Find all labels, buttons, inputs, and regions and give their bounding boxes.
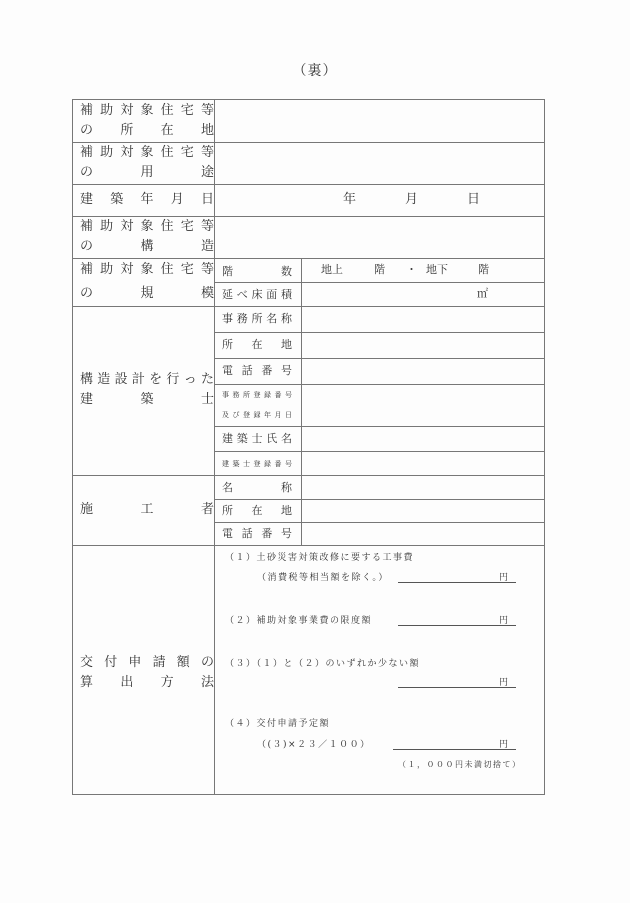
char: 地 — [200, 123, 214, 138]
char: 及 — [222, 411, 229, 419]
label-architect-reg-no — [222, 459, 292, 469]
char: 等 — [200, 219, 214, 234]
calc-item-4-formula: （(３)×２３／１００） — [257, 740, 371, 750]
char: 名 — [281, 432, 292, 445]
above-ground-label: 地上 — [321, 263, 343, 276]
char: 日 — [285, 411, 292, 419]
char: 事 — [222, 312, 233, 325]
char: 構 — [140, 239, 154, 254]
char: 築 — [140, 392, 154, 407]
char: 象 — [140, 103, 154, 118]
char: 氏 — [266, 432, 278, 445]
char: 宅 — [180, 145, 194, 160]
char: 号 — [280, 527, 292, 540]
char: 地 — [281, 504, 292, 517]
char: 在 — [251, 504, 263, 517]
calc-item-1: （１）土砂災害対策改修に要する工事費 — [225, 553, 415, 563]
char: 申 — [128, 655, 142, 670]
char: 所 — [120, 123, 134, 138]
calc-item-3: （３）（１）と（２）のいずれか少ない額 — [225, 659, 421, 669]
char: 所 — [243, 391, 250, 399]
char: 交 — [80, 655, 94, 670]
char: 象 — [140, 145, 154, 160]
char: 法 — [200, 675, 214, 690]
char: 士 — [200, 392, 214, 407]
label-calculation — [80, 653, 214, 693]
char: 所 — [251, 312, 263, 325]
rounding-note: （１，０００円未満切捨て） — [398, 760, 522, 769]
char: 電 — [222, 527, 233, 540]
char: 月 — [170, 192, 184, 207]
label-office-address — [222, 336, 292, 352]
char: 番 — [274, 391, 282, 399]
char: 地 — [281, 338, 292, 351]
char: 建 — [80, 192, 94, 207]
label-location — [80, 101, 214, 141]
char: 等 — [200, 103, 214, 118]
char: 面 — [266, 288, 278, 301]
char: 補 — [80, 219, 94, 234]
label-office-reg-date — [222, 410, 292, 420]
char: 階 — [222, 265, 233, 278]
char: 宅 — [180, 219, 194, 234]
architect-name-input[interactable] — [302, 427, 544, 451]
char: 延 — [222, 288, 233, 301]
label-office-reg-no — [222, 390, 292, 400]
char: 事 — [222, 391, 229, 399]
location-input[interactable] — [215, 100, 544, 142]
char: 務 — [232, 391, 240, 399]
char: 模 — [200, 286, 214, 301]
page-title: （裏） — [292, 63, 338, 79]
char: 号 — [280, 364, 292, 377]
char: 録 — [264, 460, 271, 468]
char: 務 — [236, 312, 248, 325]
char: 宅 — [180, 103, 194, 118]
char: 行 — [166, 372, 180, 387]
char: 住 — [160, 145, 174, 160]
floor-unit: 階 — [374, 263, 385, 276]
yen-unit: 円 — [499, 740, 509, 750]
char: 助 — [100, 145, 114, 160]
char: 話 — [241, 527, 253, 540]
char: 建 — [222, 432, 233, 445]
char: 電 — [222, 364, 233, 377]
char: べ — [236, 288, 248, 301]
char: 号 — [285, 460, 292, 468]
yen-unit: 円 — [499, 573, 509, 583]
char: 造 — [200, 239, 214, 254]
char: 工 — [140, 502, 154, 517]
label-contractor — [80, 500, 214, 520]
char: 番 — [274, 460, 282, 468]
char: 所 — [222, 504, 233, 517]
contractor-address-input[interactable] — [302, 500, 544, 522]
char: 話 — [241, 364, 253, 377]
char: っ — [183, 372, 197, 387]
char: の — [80, 286, 94, 301]
char: 対 — [120, 219, 134, 234]
calc-item-1-note: （消費税等相当額を除く。） — [257, 573, 389, 583]
char: の — [80, 165, 94, 180]
char: 号 — [285, 391, 292, 399]
char: 対 — [120, 103, 134, 118]
label-contractor-name — [222, 479, 292, 495]
label-floors — [222, 263, 292, 279]
char: 額 — [176, 655, 190, 670]
char: 補 — [80, 262, 94, 277]
char: 月 — [274, 411, 282, 419]
char: 設 — [114, 372, 128, 387]
char: 住 — [160, 103, 174, 118]
char: 床 — [251, 288, 263, 301]
month-label: 月 — [405, 192, 419, 207]
label-office-phone — [222, 362, 292, 378]
char: 算 — [80, 675, 94, 690]
char: 請 — [152, 655, 166, 670]
char: 称 — [281, 481, 292, 494]
office-phone-input[interactable] — [302, 359, 544, 384]
char: 番 — [261, 527, 273, 540]
contractor-phone-input[interactable] — [302, 523, 544, 545]
char: 録 — [264, 391, 271, 399]
contractor-name-input[interactable] — [302, 476, 544, 499]
calc-item-2: （２）補助対象事業費の限度額 — [225, 616, 373, 626]
char: 補 — [80, 145, 94, 160]
label-architect-name — [222, 430, 292, 446]
char: 数 — [281, 265, 292, 278]
char: 称 — [281, 312, 292, 325]
char: 在 — [251, 338, 263, 351]
char: 付 — [104, 655, 118, 670]
architect-reg-no-input[interactable] — [302, 452, 544, 475]
char: 対 — [120, 145, 134, 160]
char: 年 — [140, 192, 154, 207]
char: 途 — [200, 165, 214, 180]
char: 番 — [261, 364, 273, 377]
char: 住 — [160, 262, 174, 277]
char: を — [149, 372, 163, 387]
char: 登 — [253, 460, 261, 468]
yen-unit: 円 — [499, 616, 509, 626]
calc-item-4: （４）交付申請予定額 — [225, 719, 331, 729]
char: 構 — [80, 372, 94, 387]
char: 年 — [264, 411, 271, 419]
char: 登 — [253, 391, 261, 399]
label-use — [80, 143, 214, 183]
char: 宅 — [180, 262, 194, 277]
char: 方 — [160, 675, 174, 690]
char: 規 — [140, 286, 154, 301]
char: 築 — [232, 460, 240, 468]
char: 助 — [100, 262, 114, 277]
char: 在 — [160, 123, 174, 138]
floors-input[interactable] — [302, 259, 544, 282]
use-input[interactable] — [215, 143, 544, 184]
char: 助 — [100, 103, 114, 118]
char: 計 — [131, 372, 145, 387]
char: 出 — [120, 675, 134, 690]
structure-input[interactable] — [215, 217, 544, 258]
char: 所 — [222, 338, 233, 351]
built-date-input[interactable] — [215, 185, 544, 216]
char: 等 — [200, 145, 214, 160]
label-structure — [80, 217, 214, 257]
label-built-date — [80, 190, 214, 210]
office-reg-input[interactable] — [302, 385, 544, 426]
label-floor-area — [222, 286, 292, 302]
char: 録 — [253, 411, 261, 419]
char: 住 — [160, 219, 174, 234]
char: の — [80, 239, 94, 254]
floor-unit: 階 — [478, 263, 489, 276]
sqm-unit: ㎡ — [477, 287, 488, 300]
label-office-name — [222, 310, 292, 326]
char: び — [232, 411, 240, 419]
char: の — [200, 655, 214, 670]
char: 士 — [243, 460, 250, 468]
char: 者 — [200, 502, 214, 517]
char: 建 — [80, 392, 94, 407]
char: 補 — [80, 103, 94, 118]
char: 名 — [222, 481, 233, 494]
char: た — [200, 372, 214, 387]
char: 対 — [120, 262, 134, 277]
char: 等 — [200, 262, 214, 277]
row-divider — [73, 545, 544, 546]
office-name-input[interactable] — [302, 307, 544, 332]
char: 造 — [97, 372, 111, 387]
char: 象 — [140, 219, 154, 234]
char: 助 — [100, 219, 114, 234]
label-contractor-phone — [222, 525, 292, 541]
day-label: 日 — [467, 192, 481, 207]
separator: ・ — [406, 263, 417, 276]
char: 日 — [200, 192, 214, 207]
amount-4-input[interactable] — [393, 749, 516, 750]
floor-area-input[interactable] — [302, 283, 544, 306]
char: 登 — [243, 411, 250, 419]
char: 象 — [140, 262, 154, 277]
char: 積 — [281, 288, 292, 301]
char: 士 — [251, 432, 263, 445]
char: 築 — [236, 432, 248, 445]
char: 用 — [140, 165, 154, 180]
below-ground-label: 地下 — [426, 263, 448, 276]
char: 築 — [110, 192, 124, 207]
application-form-table — [72, 99, 545, 795]
year-label: 年 — [343, 192, 357, 207]
char: の — [80, 123, 94, 138]
label-architect — [80, 370, 214, 410]
char: 施 — [80, 502, 94, 517]
char: 名 — [266, 312, 278, 325]
label-contractor-address — [222, 502, 292, 518]
yen-unit: 円 — [499, 678, 509, 688]
char: 建 — [222, 460, 229, 468]
label-scale — [80, 260, 214, 304]
office-address-input[interactable] — [302, 333, 544, 358]
